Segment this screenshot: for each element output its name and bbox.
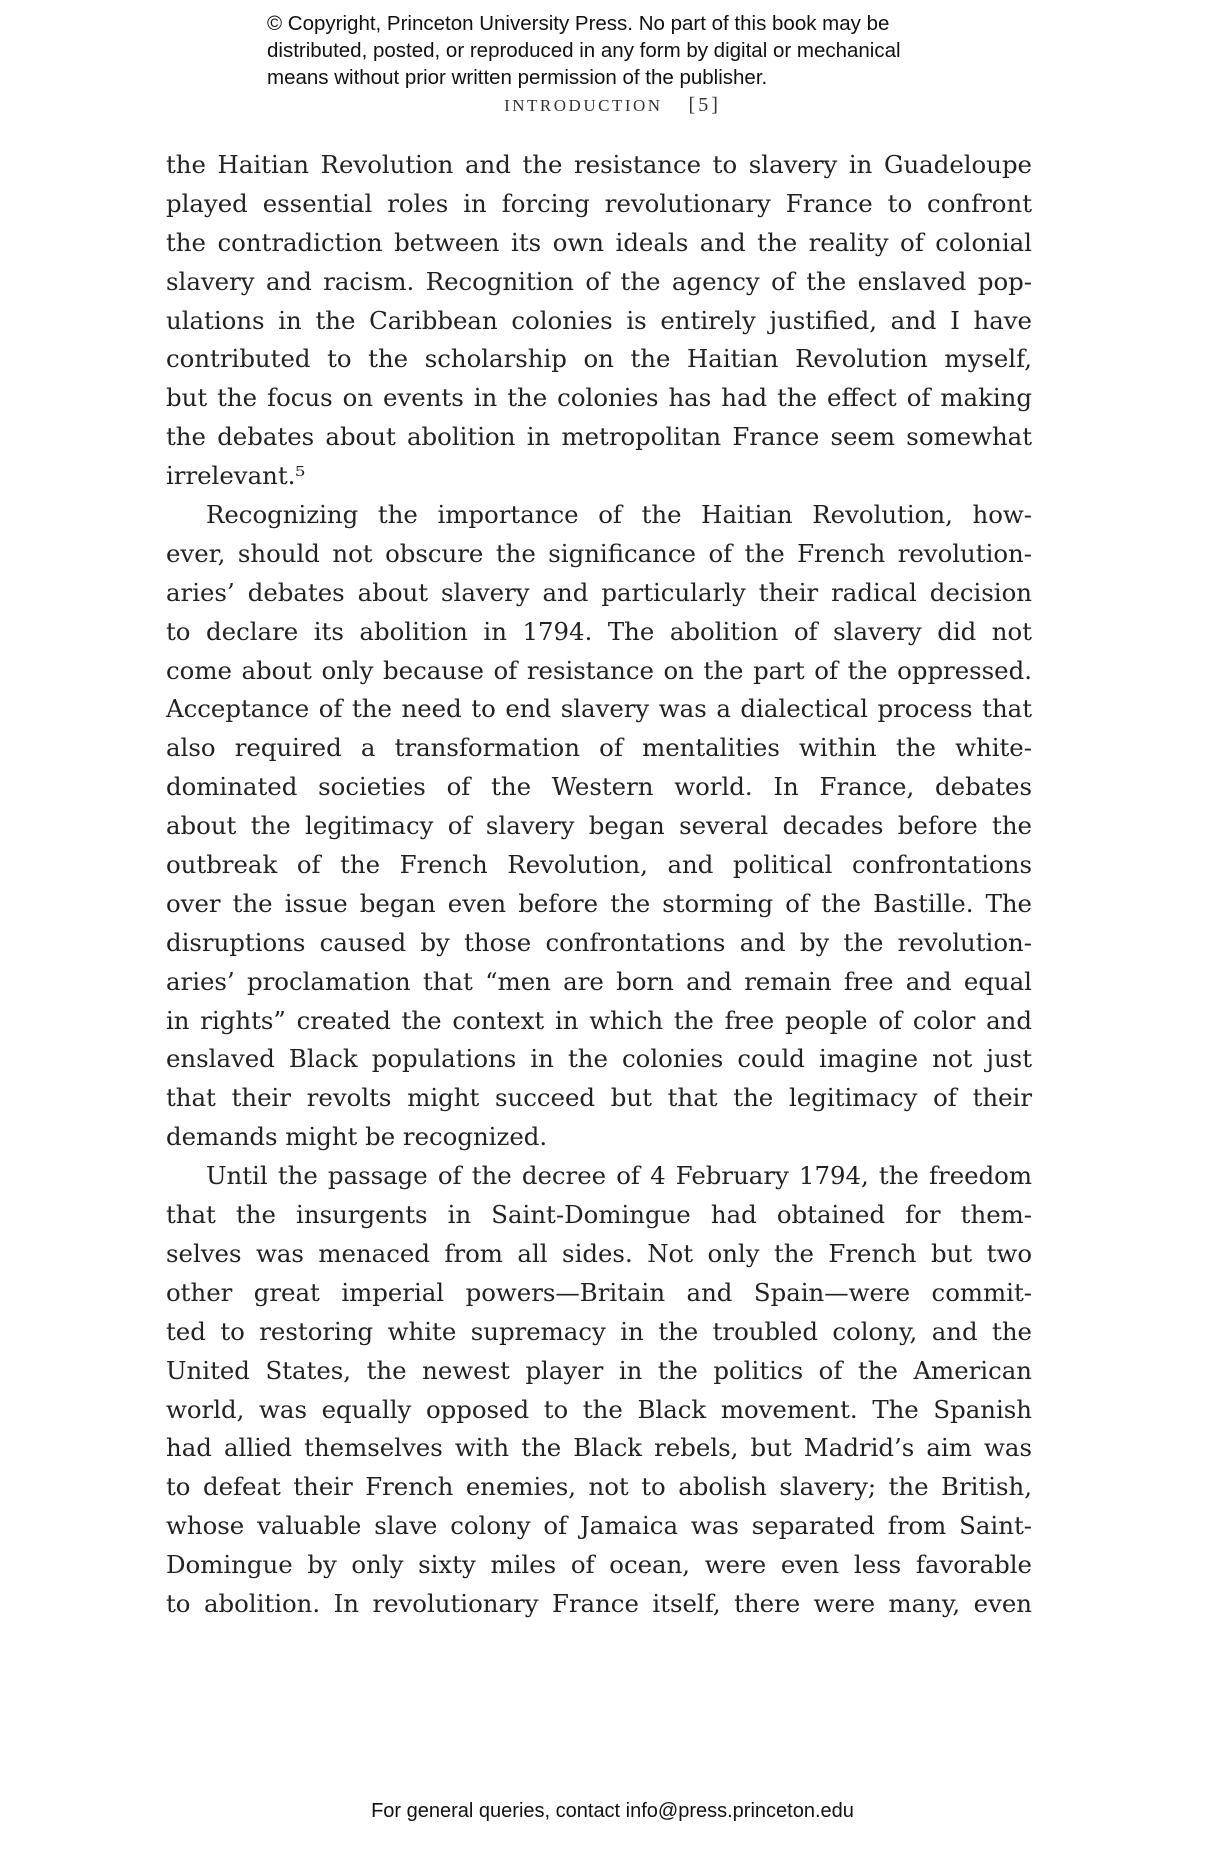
text-line: dominated societies of the Western world. In France, debates [166, 772, 1032, 802]
text-line: Until the passage of the decree of 4 February 1794, the freedom [206, 1161, 1032, 1191]
text-line: played essential roles in forcing revolutionary France to confront [166, 188, 1032, 218]
text-line: ted to restoring white supremacy in the troubled colony, and the [166, 1316, 1032, 1346]
text-line: about the legitimacy of slavery began several decades before the [166, 811, 1032, 841]
text-line: Recognizing the importance of the Haitian Revolution, how- [206, 500, 1032, 530]
text-line: whose valuable slave colony of Jamaica was separated from Saint- [166, 1511, 1032, 1541]
text-line: to abolition. In revolutionary France itself, there were many, even [166, 1588, 1032, 1618]
copyright-notice [267, 10, 1027, 91]
text-line: that their revolts might succeed but that the legitimacy of their [166, 1083, 1032, 1113]
copyright-line: distributed, posted, or reproduced in any form by digital or mechanical [267, 39, 901, 62]
text-line: slavery and racism. Recognition of the agency of the enslaved pop- [166, 266, 1032, 296]
text-line: over the issue began even before the storming of the Bastille. The [166, 888, 1032, 918]
text-line: demands might be recognized. [166, 1122, 548, 1152]
text-line: United States, the newest player in the politics of the American [166, 1355, 1032, 1385]
text-line: the Haitian Revolution and the resistance to slavery in Guadeloupe [166, 150, 1032, 179]
text-line: world, was equally opposed to the Black movement. The Spanish [166, 1394, 1032, 1424]
text-line: the debates about abolition in metropolitan France seem somewhat [166, 422, 1032, 452]
text-line: Domingue by only sixty miles of ocean, were even less favorable [166, 1550, 1032, 1580]
text-line: that the insurgents in Saint-Domingue had obtained for them- [166, 1200, 1032, 1230]
text-line: other great imperial powers—Britain and Spain—were commit- [166, 1277, 1032, 1307]
footer-contact [0, 1800, 1225, 1823]
text-line: irrelevant.⁵ [166, 461, 306, 491]
text-line: come about only because of resistance on the part of the oppressed. [166, 655, 1032, 685]
text-line: had allied themselves with the Black rebels, but Madrid’s aim was [166, 1433, 1032, 1463]
text-line: to defeat their French enemies, not to abolish slavery; the British, [166, 1472, 1032, 1502]
body-text [166, 146, 1032, 1624]
text-line: the contradiction between its own ideals and the reality of colonial [166, 227, 1032, 257]
text-line: enslaved Black populations in the colonies could imagine not just [166, 1044, 1032, 1074]
text-line: to declare its abolition in 1794. The abolition of slavery did not [166, 616, 1032, 646]
text-line: disruptions caused by those confrontations and by the revolution- [166, 927, 1032, 957]
running-head [0, 94, 1225, 117]
text-line: aries’ debates about slavery and particularly their radical decision [166, 577, 1032, 607]
copyright-line: means without prior written permission of the publisher. [267, 66, 768, 89]
copyright-line: © Copyright, Princeton University Press. No part of this book may be [267, 12, 890, 35]
page-number: [5] [688, 94, 721, 116]
text-line: selves was menaced from all sides. Not only the French but two [166, 1238, 1032, 1268]
text-line: ulations in the Caribbean colonies is entirely justified, and I have [166, 305, 1032, 335]
running-head-title: INTRODUCTION [504, 96, 663, 115]
text-line: but the focus on events in the colonies has had the effect of making [166, 383, 1032, 413]
text-line: Acceptance of the need to end slavery was a dialectical process that [166, 694, 1032, 724]
text-line: outbreak of the French Revolution, and political confrontations [166, 850, 1032, 880]
text-line: in rights” created the context in which the free people of color and [166, 1005, 1032, 1035]
text-line: aries’ proclamation that “men are born and remain free and equal [166, 966, 1032, 996]
footer-text: For general queries, contact info@press.princeton.edu [371, 1800, 854, 1822]
text-line: ever, should not obscure the significance of the French revolution- [166, 538, 1032, 568]
text-line: also required a transformation of mentalities within the white- [166, 733, 1032, 763]
text-line: contributed to the scholarship on the Haitian Revolution myself, [166, 344, 1032, 374]
